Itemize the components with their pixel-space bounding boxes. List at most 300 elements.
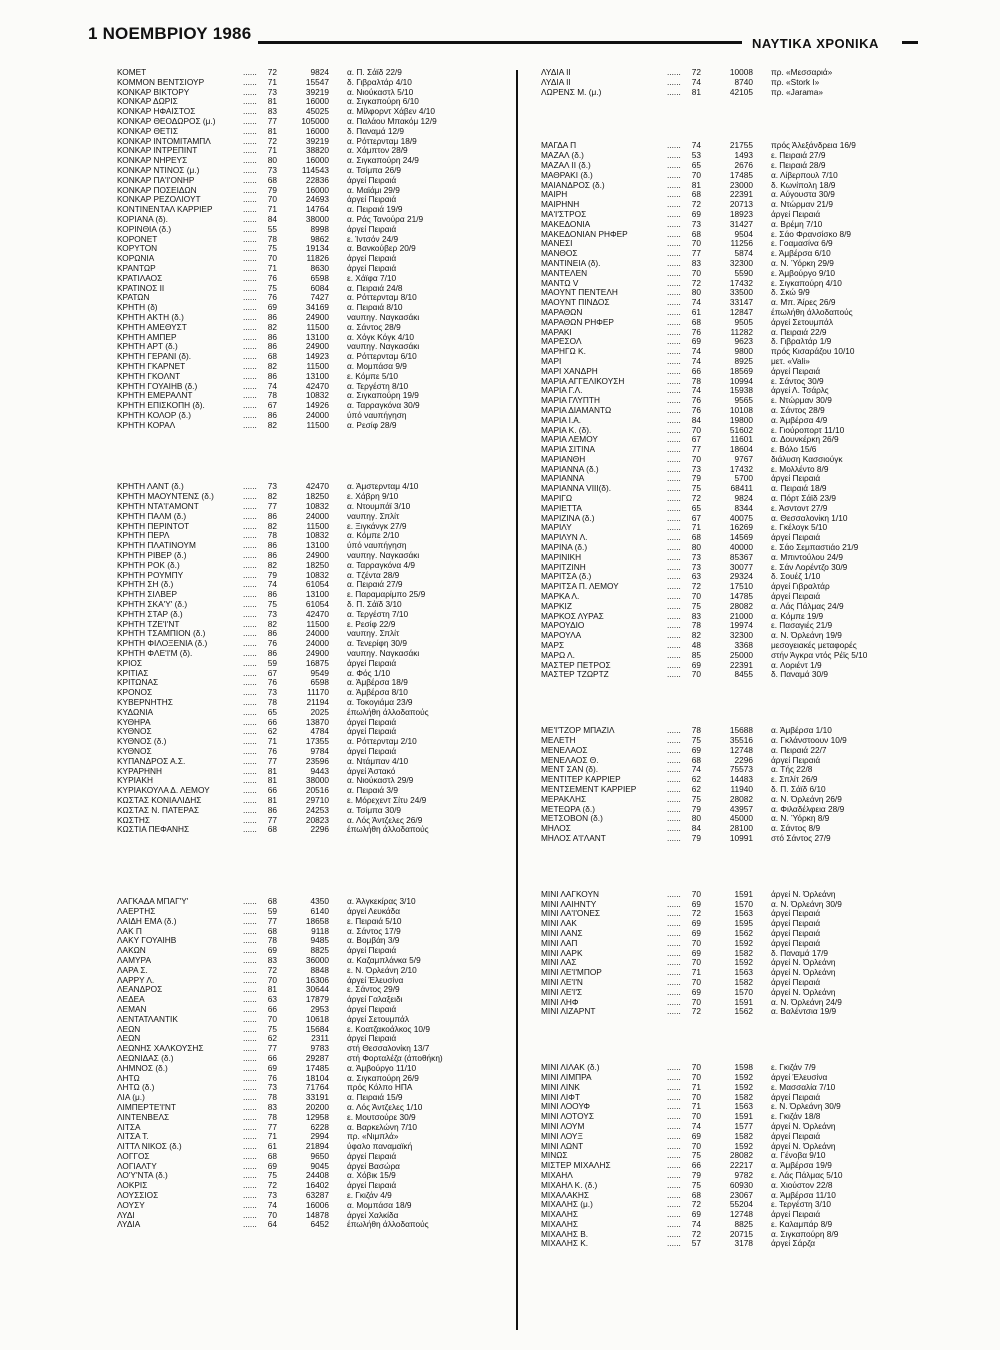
leader-dots: ...... xyxy=(243,419,257,430)
ship-status: άργεί Άστακό xyxy=(347,766,396,776)
build-year: 83 xyxy=(691,257,701,268)
ship-status: α. Καζαμπλάνκα 5/9 xyxy=(347,955,421,965)
build-year: 71 xyxy=(267,262,277,273)
ship-status: α. Βανκούβερ 20/9 xyxy=(347,244,416,254)
tonnage: 61054 xyxy=(305,579,329,590)
leader-dots: ...... xyxy=(243,804,257,815)
ship-status: άργεί Πειραιά xyxy=(771,366,821,376)
tonnage: 10994 xyxy=(729,375,753,386)
build-year: 82 xyxy=(267,618,277,629)
leader-dots: ...... xyxy=(243,530,257,541)
build-year: 70 xyxy=(691,238,701,249)
ship-status: α. Μίλφορντ Χάβεν 4/10 xyxy=(347,107,436,117)
build-year: 62 xyxy=(691,774,701,785)
build-year: 68 xyxy=(691,189,701,200)
ship-name: ΚΡΗΤΗ ΡΙΒΕΡ (δ.) xyxy=(117,551,187,561)
ship-name: ΚΟΝΚΑΡ ΔΩΡΙΣ xyxy=(117,97,178,107)
leader-dots: ...... xyxy=(243,155,257,166)
ship-status: στήν Άγκρα ντός Ρέϊς 5/10 xyxy=(771,650,868,660)
tonnage: 2994 xyxy=(310,1131,329,1142)
leader-dots: ...... xyxy=(243,994,257,1005)
build-year: 69 xyxy=(691,986,701,997)
tonnage: 1582 xyxy=(734,976,753,987)
tonnage: 21194 xyxy=(306,697,329,708)
build-year: 65 xyxy=(267,706,277,717)
build-year: 86 xyxy=(267,589,277,600)
leader-dots: ...... xyxy=(243,974,257,985)
ship-status: α. Τζέντα 28/9 xyxy=(347,570,400,580)
build-year: 81 xyxy=(267,765,277,776)
ship-name: ΜΙΧΑΛΗΣ Κ. xyxy=(541,1239,589,1249)
build-year: 86 xyxy=(267,510,277,521)
tonnage: 18104 xyxy=(305,1072,329,1083)
tonnage: 9485 xyxy=(310,935,329,946)
leader-dots: ...... xyxy=(243,824,257,835)
ship-name: ΛΑΙΔΗ ΕΜΑ (δ.) xyxy=(117,916,177,926)
ship-status: α. Άμβέρσα 19/9 xyxy=(771,1161,832,1171)
tonnage: 30077 xyxy=(729,561,753,572)
leader-dots: ...... xyxy=(667,832,681,843)
tonnage: 4350 xyxy=(310,896,329,907)
build-year: 79 xyxy=(267,184,277,195)
ship-name: ΚΟΡΩΝΙΑ xyxy=(117,254,155,264)
ship-status: α. Χιούστον 22/8 xyxy=(771,1180,833,1190)
ship-name: ΛΟΚΡΙΣ xyxy=(117,1181,148,1191)
build-year: 78 xyxy=(267,233,277,244)
ship-name: ΚΟΝΚΑΡ ΘΕΟΔΩΡΟΣ (μ.) xyxy=(117,116,216,126)
leader-dots: ...... xyxy=(667,1218,681,1229)
ship-status: δ. Γιβραλτάρ 4/10 xyxy=(347,77,412,87)
leader-dots: ...... xyxy=(243,599,257,610)
tonnage: 13100 xyxy=(305,589,329,600)
ship-row xyxy=(117,1220,527,1230)
ship-name: ΚΩΣΤΑΣ Ν. ΠΑΤΕΡΑΣ xyxy=(117,805,199,815)
leader-dots: ...... xyxy=(667,238,681,249)
tonnage: 9824 xyxy=(734,493,753,504)
ship-name: ΛΕΩΝ xyxy=(117,1024,141,1034)
build-year: 75 xyxy=(691,1179,701,1190)
tonnage: 11940 xyxy=(730,784,753,794)
ship-status: α. Λίβερπουλ 7/10 xyxy=(771,170,838,180)
ship-name: ΚΡΗΤΗ (δ) xyxy=(117,303,158,313)
ship-status: α. Κόμπε 2/10 xyxy=(347,531,400,541)
build-year: 78 xyxy=(691,620,701,631)
ship-status: α. Μομπάσα 9/9 xyxy=(347,361,407,371)
leader-dots: ...... xyxy=(243,223,257,234)
tonnage: 45025 xyxy=(305,106,329,117)
tonnage: 11500 xyxy=(306,618,329,629)
ship-name: ΚΡΗΤΗ ΦΙΛΟΞΕΝΙΑ (δ.) xyxy=(117,639,208,649)
ship-name: ΜΑΙΡΗΝΗ xyxy=(541,200,580,210)
build-year: 76 xyxy=(267,746,277,756)
tonnage: 32300 xyxy=(729,630,753,641)
ship-name: ΛΕΔΕΑ xyxy=(117,995,145,1005)
tonnage: 18250 xyxy=(305,559,329,570)
leader-dots: ...... xyxy=(243,540,257,551)
ship-name: ΚΡΗΤΗ ΠΕΡΙΝΤΟΤ xyxy=(117,521,190,531)
tonnage: 9862 xyxy=(310,233,329,244)
build-year: 77 xyxy=(267,1121,277,1132)
ship-status: άργεί Πειραιά xyxy=(771,928,821,938)
ship-status: α. Ν. Όρλεάνη 26/9 xyxy=(771,794,842,804)
ship-name: ΚΡΙΤΩΝΑΣ xyxy=(117,678,159,688)
tonnage: 16875 xyxy=(305,657,329,668)
build-year: 83 xyxy=(267,106,277,117)
ship-name: ΜΙΝΙ ΛΑ'Ι'ΟΝΕΣ xyxy=(541,909,601,919)
ship-name: ΚΡΑΤΩΝ xyxy=(117,293,150,303)
tonnage: 24000 xyxy=(305,409,329,420)
ship-status: ύπό ναυπήγηση xyxy=(347,541,407,551)
build-year: 76 xyxy=(267,1072,277,1083)
ship-name: ΚΟΡΥΤΟΝ xyxy=(117,244,158,254)
ship-status: άργεί Πειραιά xyxy=(347,195,397,205)
ship-status: α. Πόρτ Σάϊδ 23/9 xyxy=(771,494,837,504)
ship-status: ε. Παραμαρίμπο 25/9 xyxy=(347,590,426,600)
tonnage: 15688 xyxy=(729,725,753,736)
leader-dots: ...... xyxy=(667,774,681,785)
ship-name: ΜΑΓΔΑ Π xyxy=(541,141,577,151)
publication-title: ΝΑΥΤΙΚΑ ΧΡΟΝΙΚΑ xyxy=(752,36,879,51)
tonnage: 19134 xyxy=(305,243,329,254)
tonnage: 34169 xyxy=(305,302,329,313)
ship-status: ε. Άμβέρσα 6/10 xyxy=(771,249,831,259)
ship-status: α. Άμβέρσα 8/10 xyxy=(347,688,408,698)
tonnage: 55204 xyxy=(729,1199,753,1210)
build-year: 70 xyxy=(691,453,701,464)
tonnage: 9783 xyxy=(310,1043,329,1054)
leader-dots: ...... xyxy=(243,341,257,352)
leader-dots: ...... xyxy=(667,1071,681,1082)
ship-name: ΚΡΗΤΗ ΠΑΛΜ (δ.) xyxy=(117,511,187,521)
leader-dots: ...... xyxy=(243,550,257,561)
leader-dots: ...... xyxy=(667,76,681,87)
ship-name: ΜΕΝΕΛΑΟΣ Θ. xyxy=(541,755,599,765)
leader-dots: ...... xyxy=(243,559,257,570)
ship-name: ΜΗΛΟΣ Α'Ι'ΛΑΝΤ xyxy=(541,833,606,843)
ship-name: ΜΙΧΑΛΗΣ xyxy=(541,1219,578,1229)
ship-status: α. Χόβικ 15/9 xyxy=(347,1171,396,1181)
tonnage: 6598 xyxy=(310,272,329,283)
build-year: 68 xyxy=(267,351,277,362)
tonnage: 22391 xyxy=(729,189,753,200)
leader-dots: ...... xyxy=(667,793,681,804)
build-year: 59 xyxy=(267,657,277,668)
build-year: 77 xyxy=(267,501,277,512)
ship-name: ΚΡΗΤΗ ΣΗ (δ.) xyxy=(117,580,174,590)
build-year: 70 xyxy=(267,1013,277,1024)
ship-name: ΜΑΡΙΑ Κ. (δ). xyxy=(541,425,592,435)
tonnage: 1598 xyxy=(734,1062,753,1073)
leader-dots: ...... xyxy=(667,947,681,958)
tonnage: 2676 xyxy=(734,159,753,170)
tonnage: 24900 xyxy=(305,311,329,322)
leader-dots: ...... xyxy=(243,409,257,420)
ship-name: ΚΡΗΤΗ ΓΟΥΑΙΗΒ (δ.) xyxy=(117,381,198,391)
ship-row xyxy=(541,834,951,844)
ship-name: ΜΕΛΕΤΗ xyxy=(541,736,576,746)
build-year: 70 xyxy=(691,957,701,968)
leader-dots: ...... xyxy=(667,1140,681,1151)
ship-name: ΜΑΘΡΑΚΙ (δ.) xyxy=(541,170,593,180)
ship-name: ΛΗΜΝΟΣ (δ.) xyxy=(117,1063,168,1073)
leader-dots: ...... xyxy=(667,927,681,938)
ship-status: άργεί Λευκάδα xyxy=(347,906,401,916)
ship-status: άργεί Πειραιά xyxy=(347,1034,397,1044)
ship-name: ΚΟΝΚΑΡ ΙΝΤΟΜΙΤΑΜΠΛ xyxy=(117,136,211,146)
build-year: 65 xyxy=(691,502,701,513)
leader-dots: ...... xyxy=(243,481,257,492)
tonnage: 35516 xyxy=(729,735,753,746)
tonnage: 8455 xyxy=(734,669,753,680)
build-year: 79 xyxy=(691,473,701,484)
build-year: 86 xyxy=(267,311,277,322)
ship-name: ΛΟΥΣΣΙΟΣ xyxy=(117,1191,159,1201)
build-year: 68 xyxy=(691,754,701,765)
build-year: 69 xyxy=(691,336,701,347)
ship-name: ΜΕΝΤΣΕΜΕΝΤ ΚΑΡΡΙΕΡ xyxy=(541,785,637,794)
ship-name: ΜΑΝΕΣΙ xyxy=(541,239,573,249)
build-year: 55 xyxy=(267,223,277,234)
leader-dots: ...... xyxy=(243,765,257,776)
ship-status: ε. Σάο Σεμπαστιάο 21/9 xyxy=(771,543,859,553)
ship-status: ύφαλο παναμαϊκή xyxy=(347,1142,413,1152)
leader-dots: ...... xyxy=(667,1160,681,1171)
ship-status: α. Βαλέντσια 19/9 xyxy=(771,1007,837,1017)
tonnage: 29287 xyxy=(305,1052,329,1063)
ship-name: ΜΕΤΕΩΡΑ (δ.) xyxy=(541,804,595,814)
ship-status: στή Θεσσαλονίκη 13/7 xyxy=(347,1044,430,1054)
tonnage: 63287 xyxy=(305,1190,329,1201)
leader-dots: ...... xyxy=(243,174,257,185)
build-year: 74 xyxy=(691,764,701,775)
tonnage: 39219 xyxy=(305,86,329,97)
leader-dots: ...... xyxy=(243,1023,257,1034)
ship-status: άργεί Πειραιά xyxy=(347,263,397,273)
leader-dots: ...... xyxy=(243,321,257,332)
ship-status: άργεί Πειραιά xyxy=(771,592,821,602)
ship-name: ΚΡΑΤΙΝΟΣ ΙΙ xyxy=(117,283,165,293)
ship-status: α. Βομβάη 3/9 xyxy=(347,936,400,946)
ship-status: α. Φός 1/10 xyxy=(347,668,391,678)
leader-dots: ...... xyxy=(667,473,681,484)
ship-status: άργεί Πειραιά xyxy=(771,755,821,765)
ship-name: ΚΥΘΝΟΣ xyxy=(117,747,152,756)
leader-dots: ...... xyxy=(243,1209,257,1220)
build-year: 78 xyxy=(267,1092,277,1103)
tonnage: 75573 xyxy=(729,764,753,775)
ship-name: ΜΑΡΙΑΝΝΑ VIII(δ). xyxy=(541,484,612,494)
build-year: 67 xyxy=(267,400,277,411)
ship-name: ΚΡΗΤΗ ΣΙΛΒΕΡ xyxy=(117,590,178,600)
tonnage: 9045 xyxy=(310,1160,329,1171)
leader-dots: ...... xyxy=(243,1052,257,1063)
ship-status: άργεί Πειραιά xyxy=(347,175,397,185)
leader-dots: ...... xyxy=(667,502,681,513)
leader-dots: ...... xyxy=(243,243,257,254)
build-year: 78 xyxy=(267,697,277,708)
ship-name: ΛΗΤΩ xyxy=(117,1073,140,1083)
build-year: 73 xyxy=(267,687,277,698)
ship-status: άργεί Ν. Όρλεάνη xyxy=(771,958,836,968)
ship-status: άργεί Πειραιά xyxy=(771,919,821,929)
ship-status: πρός Άλεξάνδρεια 16/9 xyxy=(771,141,856,151)
build-year: 69 xyxy=(691,918,701,929)
ship-status: ε. Σιγκαπούρη 4/10 xyxy=(771,278,842,288)
leader-dots: ...... xyxy=(243,608,257,619)
leader-dots: ...... xyxy=(667,1091,681,1102)
leader-dots: ...... xyxy=(667,385,681,396)
leader-dots: ...... xyxy=(243,915,257,926)
ship-status: ε. Άσντοντ 27/9 xyxy=(771,503,828,513)
tonnage: 15684 xyxy=(305,1023,329,1034)
ship-status: α. Ρόττερνταμ 2/10 xyxy=(347,737,417,747)
tonnage: 42470 xyxy=(305,608,329,619)
ship-name: ΜΑΝΤΩ V xyxy=(541,278,579,288)
build-year: 72 xyxy=(691,908,701,919)
tonnage: 1592 xyxy=(734,937,753,948)
ship-status: άργεί Πειραιά xyxy=(347,254,397,264)
tonnage: 19800 xyxy=(729,414,753,425)
tonnage: 32300 xyxy=(729,257,753,268)
ship-status: ναυπηγ. Ναγκασάκι xyxy=(347,649,420,659)
tonnage: 18250 xyxy=(305,491,329,502)
build-year: 86 xyxy=(267,370,277,381)
leader-dots: ...... xyxy=(667,1228,681,1239)
build-year: 69 xyxy=(267,302,277,313)
ship-name: ΚΟΡΙΝΘΙΑ (δ.) xyxy=(117,224,172,234)
leader-dots: ...... xyxy=(667,257,681,268)
ship-name: ΚΥΘΗΡΑ xyxy=(117,717,151,727)
build-year: 71 xyxy=(267,145,277,156)
tonnage: 1582 xyxy=(734,1091,753,1102)
leader-dots: ...... xyxy=(243,125,257,136)
leader-dots: ...... xyxy=(667,986,681,997)
ship-name: ΚΟΝΚΑΡ ΠΑ'Ι'ΟΝΗΡ xyxy=(117,175,195,185)
leader-dots: ...... xyxy=(667,404,681,415)
ship-name: ΛΟΥΣΥ xyxy=(117,1200,145,1210)
leader-dots: ...... xyxy=(243,775,257,786)
leader-dots: ...... xyxy=(667,434,681,445)
build-year: 70 xyxy=(691,1091,701,1102)
build-year: 78 xyxy=(691,725,701,736)
ship-status: α. Πειραιά 3/9 xyxy=(347,786,398,796)
leader-dots: ...... xyxy=(667,1209,681,1220)
ship-name: ΜΑΡΙΤΣΑ (δ.) xyxy=(541,572,592,582)
build-year: 82 xyxy=(267,520,277,531)
build-year: 72 xyxy=(691,1199,701,1210)
ship-status: α. Ρόττερνταμ 18/9 xyxy=(347,136,417,146)
leader-dots: ...... xyxy=(243,1033,257,1044)
ship-status: α. Πειραιά 19/9 xyxy=(347,205,403,215)
ship-name: ΜΕΤΣΟΒΟΝ (δ.) xyxy=(541,814,603,824)
ship-name: ΜΑΡΙΑΝΝΑ (δ.) xyxy=(541,464,599,474)
ship-name: ΜΑΡΙΑ ΑΓΓΕΛΙΚΟΥΣΗ xyxy=(541,376,625,386)
ship-name: ΛΑΓΚΑΔΑ ΜΠΑΓ'Υ' xyxy=(117,897,189,907)
tonnage: 8740 xyxy=(734,76,753,87)
leader-dots: ...... xyxy=(667,218,681,229)
ship-name: ΛΑΡΑ Σ. xyxy=(117,965,148,975)
build-year: 74 xyxy=(691,297,701,308)
leader-dots: ...... xyxy=(243,331,257,342)
ship-name: ΜΙΧΑΛΗΣ Β. xyxy=(541,1229,589,1239)
leader-dots: ...... xyxy=(243,520,257,531)
tonnage: 1563 xyxy=(734,908,753,919)
ship-status: ε. Ντώρμαν 30/9 xyxy=(771,396,832,406)
ship-status: α. Πειραιά 18/9 xyxy=(771,484,827,494)
tonnage: 28082 xyxy=(729,600,753,611)
build-year: 70 xyxy=(691,937,701,948)
ship-name: ΜΙΧΑΗΛ xyxy=(541,1170,573,1180)
ship-row xyxy=(541,88,951,98)
build-year: 70 xyxy=(691,591,701,602)
tonnage: 40000 xyxy=(729,542,753,553)
build-year: 72 xyxy=(691,1006,701,1017)
ship-status: α. Άμβέρσα 11/10 xyxy=(771,1190,836,1200)
leader-dots: ...... xyxy=(667,1006,681,1017)
tonnage: 1570 xyxy=(734,986,753,997)
tonnage: 13100 xyxy=(305,540,329,551)
tonnage: 2953 xyxy=(310,1003,329,1014)
tonnage: 3368 xyxy=(734,640,753,651)
ship-name: ΚΩΣΤΗΣ xyxy=(117,815,151,825)
ship-name: ΛΑΚΩΝ xyxy=(117,946,146,956)
ship-status: άργεί Σετουμπάλ xyxy=(771,317,833,327)
leader-dots: ...... xyxy=(243,164,257,175)
ship-status: άργεί Πειραιά xyxy=(347,946,397,956)
ship-name: ΜΑΣΤΕΡ ΤΖΩΡΤΖ xyxy=(541,670,609,680)
build-year: 73 xyxy=(267,164,277,175)
tonnage: 24900 xyxy=(305,648,329,659)
ship-name: ΚΡΗΤΗ ΠΕΡΛ xyxy=(117,531,170,541)
leader-dots: ...... xyxy=(667,1169,681,1180)
ship-status: πρός Κισαράζου 10/10 xyxy=(771,347,855,357)
ship-status: α. Άμβέρσα 1/10 xyxy=(771,726,832,736)
ship-status: α. Βρέμη 7/10 xyxy=(771,219,823,229)
leader-dots: ...... xyxy=(667,532,681,543)
tonnage: 11282 xyxy=(730,326,753,337)
ship-name: ΚΟΝΚΑΡ ΗΦΑΙΣΤΟΣ xyxy=(117,107,196,117)
tonnage: 22217 xyxy=(729,1160,753,1171)
ship-status: δ. Σκώ 9/9 xyxy=(771,288,810,298)
ship-status: α. Λοριέντ 1/9 xyxy=(771,660,822,670)
build-year: 76 xyxy=(691,404,701,415)
leader-dots: ...... xyxy=(667,395,681,406)
tonnage: 24000 xyxy=(305,628,329,639)
leader-dots: ...... xyxy=(243,746,257,756)
leader-dots: ...... xyxy=(667,336,681,347)
build-year: 68 xyxy=(691,1189,701,1200)
ship-status: α. Ν. Όρλεάνη 24/9 xyxy=(771,997,842,1007)
tonnage: 10108 xyxy=(729,404,753,415)
build-year: 70 xyxy=(691,669,701,680)
tonnage: 1570 xyxy=(734,898,753,909)
build-year: 66 xyxy=(267,1052,277,1063)
ship-status: ύπό ναυπήγηση xyxy=(347,410,407,420)
ship-status: α. Λός Άντζελες 1/10 xyxy=(347,1102,423,1112)
ship-name: ΚΡΗΤΗ ΑΡΤ (δ.) xyxy=(117,342,178,352)
leader-dots: ...... xyxy=(667,659,681,670)
ship-status: α. Θεσσαλονίκη 1/10 xyxy=(771,513,848,523)
leader-dots: ...... xyxy=(243,1160,257,1171)
tonnage: 11170 xyxy=(307,687,329,698)
ship-name: ΜΑΡΟΥΛΑ xyxy=(541,631,582,641)
build-year: 71 xyxy=(691,522,701,533)
build-year: 74 xyxy=(267,380,277,391)
ship-status: α. Ρόττερνταμ 6/10 xyxy=(347,352,417,362)
tonnage: 5700 xyxy=(734,473,753,484)
leader-dots: ...... xyxy=(243,964,257,975)
tonnage: 23596 xyxy=(305,755,329,766)
